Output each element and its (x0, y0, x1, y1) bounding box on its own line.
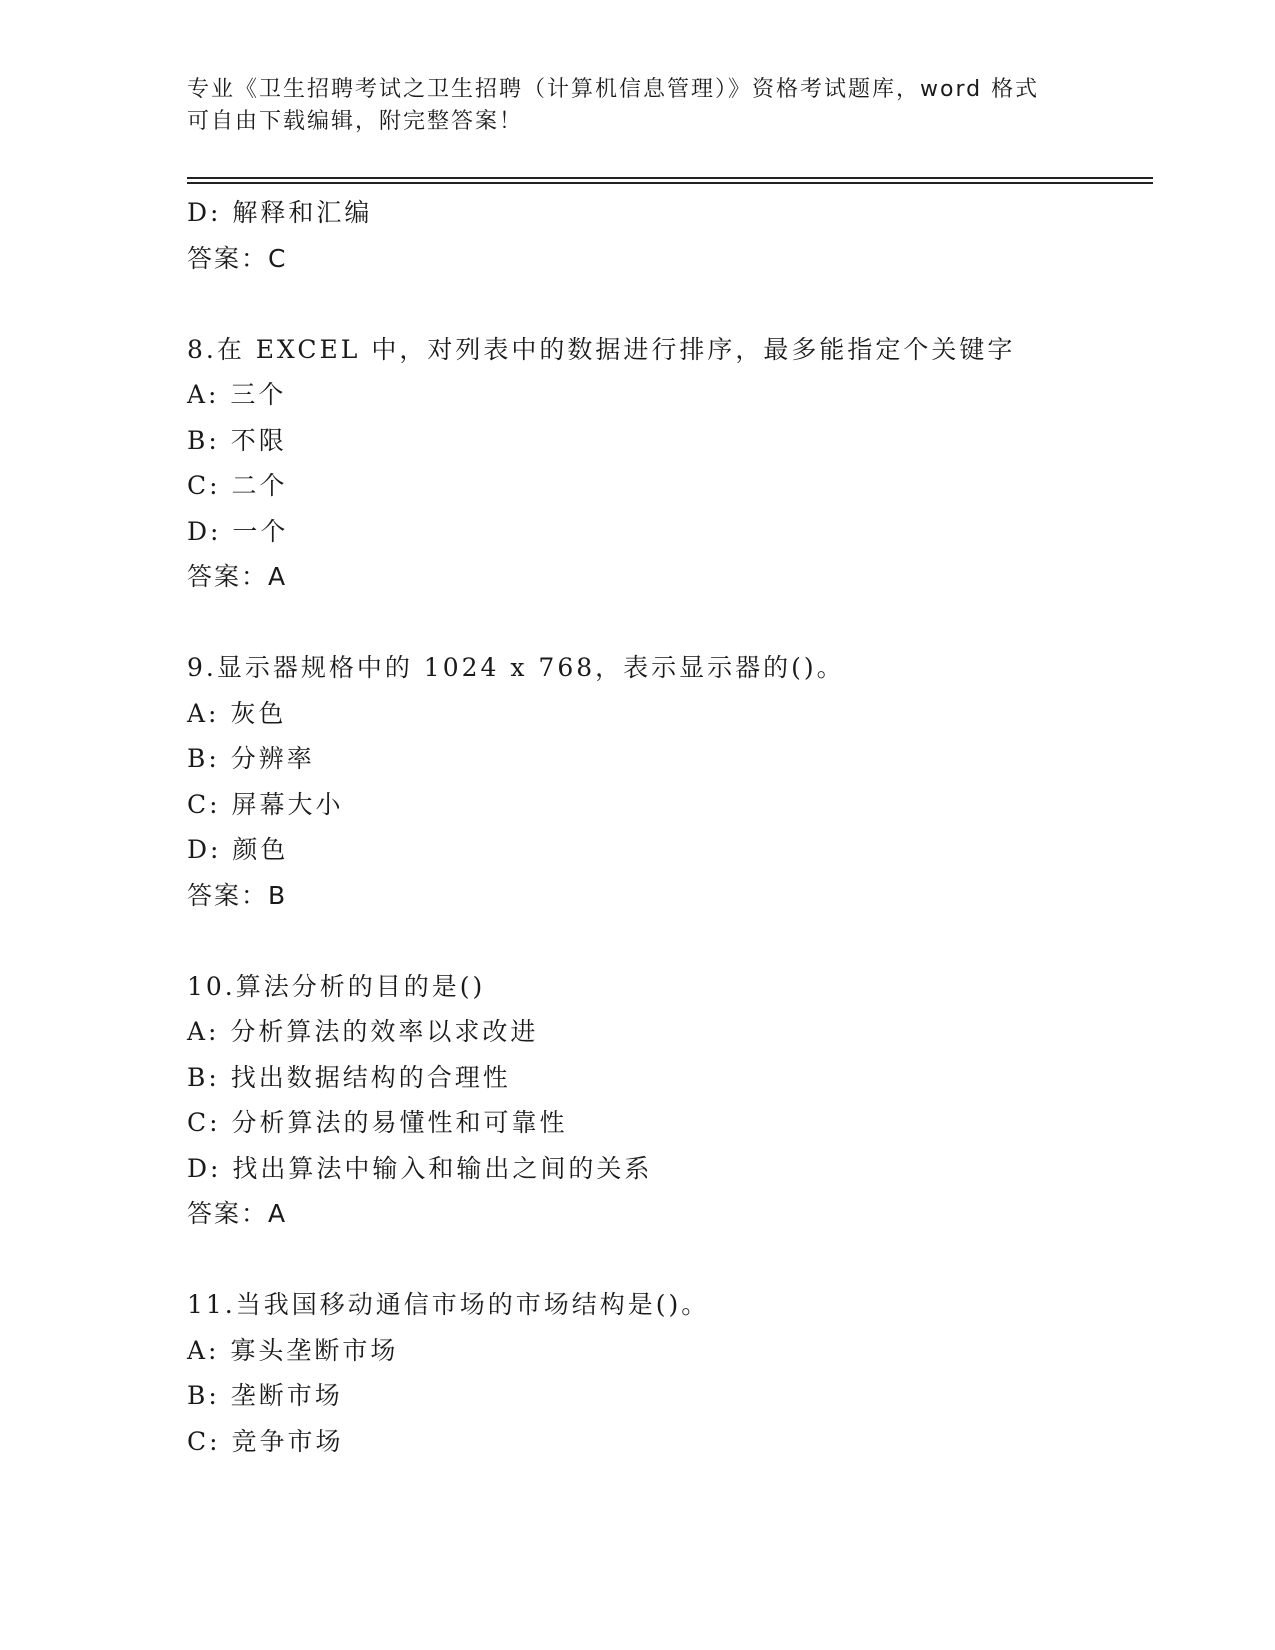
option-d: D: 颜色 (187, 835, 289, 864)
header-divider-bottom (187, 182, 1153, 184)
option-c: C: 二个 (187, 471, 288, 500)
option-c: C: 屏幕大小 (187, 789, 344, 819)
option-a: A: 分析算法的效率以求改进 (187, 1017, 539, 1046)
spacer (187, 918, 1187, 964)
option-a: A: 三个 (187, 380, 287, 409)
question-text: 9.显示器规格中的 1024 x 768，表示显示器的()。 (187, 653, 845, 682)
answer-line: 答案：A (187, 1199, 288, 1228)
question-block-8 (187, 327, 1187, 600)
question-list (187, 190, 1187, 1464)
option-b: B: 找出数据结构的合理性 (187, 1062, 511, 1092)
question-block-9 (187, 645, 1187, 918)
question-text: 10.算法分析的目的是() (187, 971, 486, 1001)
answer-line: 答案：B (187, 880, 288, 910)
option-a: A: 灰色 (187, 698, 287, 728)
option-c: C: 分析算法的易懂性和可靠性 (187, 1108, 568, 1137)
question-block-7 (187, 190, 1187, 281)
question-text: 8.在 EXCEL 中，对列表中的数据进行排序，最多能指定个关键字 (187, 334, 1016, 364)
option-b: B: 垄断市场 (187, 1381, 343, 1410)
question-block-10 (187, 964, 1187, 1237)
spacer (187, 281, 1187, 327)
document-header (187, 74, 1087, 138)
spacer (187, 600, 1187, 646)
option-c: C: 竞争市场 (187, 1426, 344, 1456)
answer-line: 答案：C (187, 243, 288, 273)
option-d: D: 一个 (187, 516, 289, 546)
spacer (187, 1237, 1187, 1283)
question-text: 11.当我国移动通信市场的市场结构是()。 (187, 1290, 710, 1319)
header-divider-top (187, 177, 1153, 179)
question-block-11 (187, 1282, 1187, 1464)
option-a: A: 寡头垄断市场 (187, 1335, 399, 1365)
answer-line: 答案：A (187, 562, 288, 591)
header-line-2: 可自由下载编辑，附完整答案！ (187, 109, 524, 134)
option-d: D: 解释和汇编 (187, 198, 373, 227)
option-b: B: 不限 (187, 425, 287, 455)
header-line-1: 专业《卫生招聘考试之卫生招聘（计算机信息管理）》资格考试题库，word 格式 (187, 77, 1040, 102)
option-b: B: 分辨率 (187, 744, 315, 773)
option-d: D: 找出算法中输入和输出之间的关系 (187, 1153, 653, 1183)
